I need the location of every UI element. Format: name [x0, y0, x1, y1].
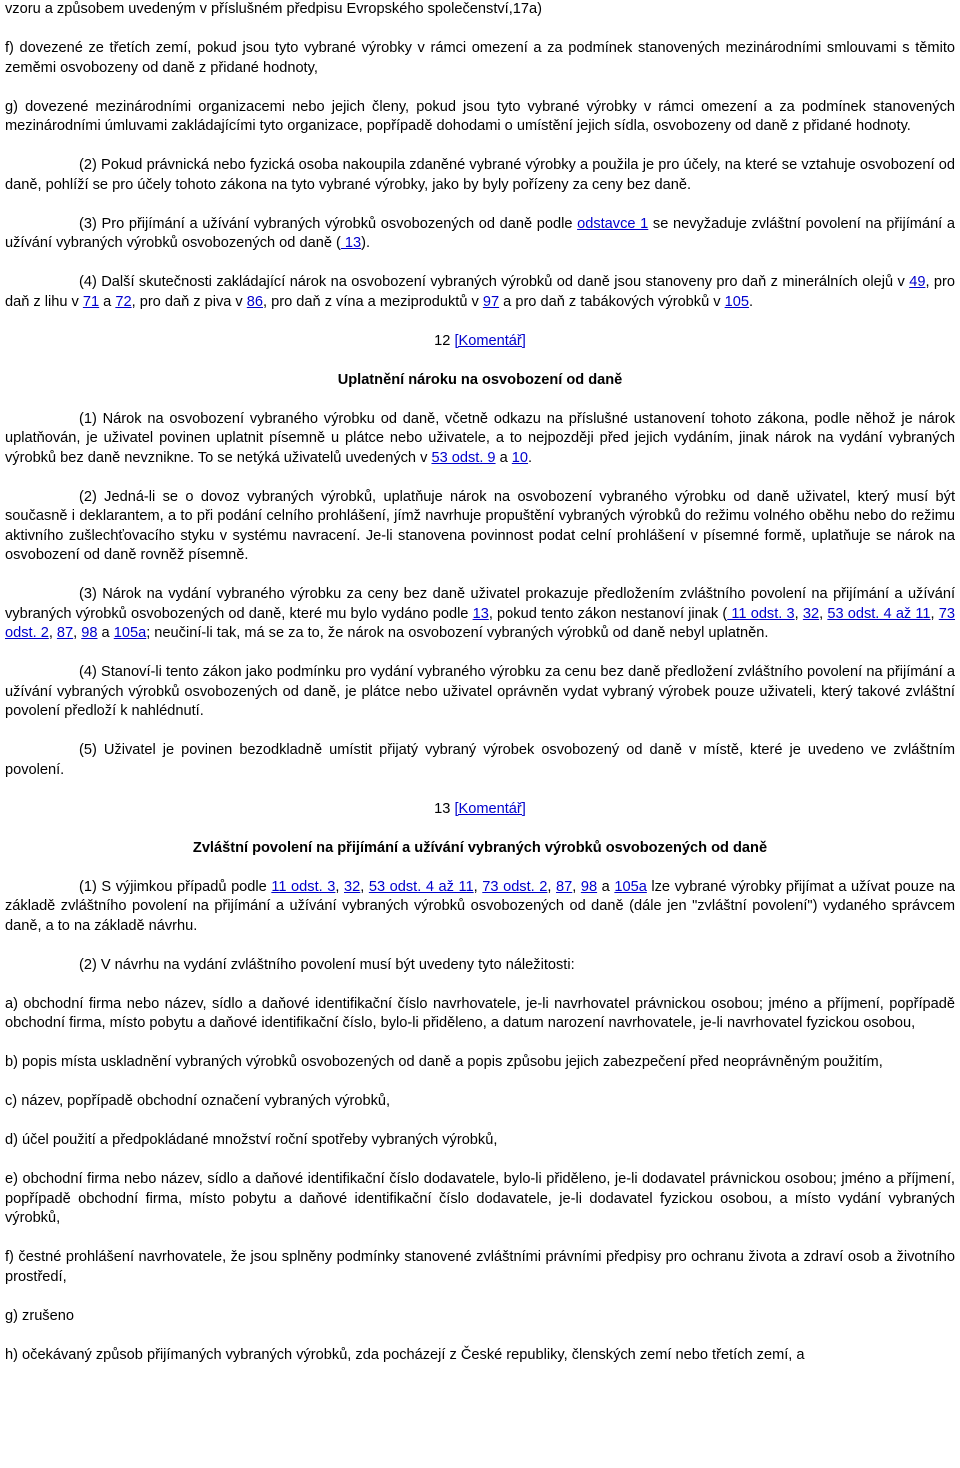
link-87[interactable]: 87: [56, 625, 74, 641]
link-section-105[interactable]: 105: [724, 293, 749, 310]
text: ,: [335, 878, 344, 895]
text: (1) S výjimkou případů podle: [79, 878, 272, 895]
link-98[interactable]: 98: [81, 625, 98, 641]
text: , pro daň z vína a meziproduktů v: [263, 293, 483, 310]
text: a: [495, 449, 512, 466]
text: se nevyžaduje zvláštní povolení na přijímání a užívání vybraných výrobků osvobozených od daně (: [5, 215, 955, 251]
link-komentar-12[interactable]: [Komentář]: [454, 332, 526, 349]
item-f: f) dovezené ze třetích zemí, pokud jsou tyto vybrané výrobky v rámci omezení a za podmínek stanovených mezinárodními smlouvami s těmito zeměmi osvobozeny od daně z přidané hodnoty,: [5, 40, 955, 76]
link-13[interactable]: 13: [472, 605, 489, 622]
section-number: 13: [434, 800, 455, 817]
paragraph-2: (2) Pokud právnická nebo fyzická osoba nakoupila zdaněné vybrané výrobky a použila je pro účely, na které se vztahuje osvobození od daně, pohlíží se pro účely tohoto zákona na tyto vybrané výrobky, jako by byly pořízeny za ceny bez daně.: [5, 157, 955, 193]
link-73-odst-2[interactable]: 73 odst. 2: [482, 878, 548, 895]
text: ,: [930, 605, 939, 622]
text: ,: [794, 605, 803, 622]
text: ,: [360, 878, 369, 895]
link-section-72[interactable]: 72: [115, 293, 132, 310]
link-98[interactable]: 98: [580, 878, 598, 895]
link-section-49[interactable]: 49: [909, 274, 926, 290]
s13-item-d: d) účel použití a předpokládané množství roční spotřeby vybraných výrobků,: [5, 1132, 498, 1148]
link-105a[interactable]: 105a: [113, 625, 147, 641]
link-10[interactable]: 10: [511, 449, 529, 466]
link-11-odst-3[interactable]: 11 odst. 3: [727, 605, 795, 622]
s13-item-b: b) popis místa uskladnění vybraných výrobků osvobozených od daně a popis způsobu jejich zabezpečení před neoprávněným použitím,: [5, 1054, 883, 1070]
text: lze vybrané výrobky přijímat a užívat pouze na základě zvláštního povolení na přijímání a užívání vybraných výrobků osvobozených od daně (dále jen "zvláštní povolení") vydaného správcem daně, a to na základě návrhu.: [5, 878, 956, 934]
text: ; neučiní-li tak, má se za to, že nárok na osvobození vybraných výrobků od daně nebyl uplatněn.: [146, 625, 769, 641]
link-section-86[interactable]: 86: [246, 293, 264, 310]
text: .: [528, 449, 533, 466]
section-12-number: [5, 332, 955, 352]
link-section-13[interactable]: 13: [340, 235, 362, 251]
s13-item-a: a) obchodní firma nebo název, sídlo a daňové identifikační číslo navrhovatele, je-li navrhovatel právnickou osobou; jméno a příjmení, popřípadě obchodní firma, místo pobytu a daňové identifikační číslo, bylo-li přiděleno, a datum narození navrhovatele, je-li navrhovatel fyzickou osobou,: [5, 995, 955, 1031]
link-section-71[interactable]: 71: [82, 293, 100, 310]
link-odstavce-1[interactable]: odstavce 1: [577, 215, 649, 232]
section-13-number: [5, 800, 955, 820]
text: ,: [48, 625, 57, 641]
s12-paragraph-2: (2) Jedná-li se o dovoz vybraných výrobků, uplatňuje nárok na osvobození vybraného výrobku od daně uživatel, který musí být současně i deklarantem, a to při podání celního prohlášení, jímž navrhuje propuštění vybraných výrobků do režimu volného oběhu nebo do režimu aktivního zušlechťovacího styku v systému navracení. Je-li stanovena povinnost podat celní prohlášení v písemné formě, uplatňuje se nárok na osvobození od daně rovněž písemně.: [5, 488, 955, 563]
text: ,: [473, 878, 483, 895]
text: (1) Nárok na osvobození vybraného výrobku od daně, včetně odkazu na příslušné ustanovení tohoto zákona, podle něhož je nárok uplatňován, je uživatel povinen uplatnit písemně u plátce nebo uživatele, a to nejpozději před jejich vydáním, jinak nárok na vydání vybraných výrobků bez daně nevznikne. To se netýká uživatelů uvedených v: [5, 410, 955, 466]
paragraph-4: [5, 273, 955, 312]
section-12-title: Uplatnění nároku na osvobození od daně: [337, 371, 623, 388]
s13-item-c: c) název, popřípadě obchodní označení vybraných výrobků,: [5, 1093, 391, 1109]
s13-item-h: h) očekávaný způsob přijímaných vybraných výrobků, zda pocházejí z České republiky, členských zemí nebo třetích zemí, a: [5, 1346, 805, 1363]
text: .: [748, 293, 754, 310]
paragraph-3: [5, 215, 955, 254]
section-number: 12: [434, 332, 455, 349]
text: (3) Nárok na vydání vybraného výrobku za ceny bez daně uživatel prokazuje předložením zvláštního povolení na přijímání a užívání vybraných výrobků osvobozených od daně, které mu bylo vydáno podle: [5, 586, 955, 622]
text: ,: [73, 625, 82, 641]
s13-paragraph-1: [5, 878, 955, 937]
link-87[interactable]: 87: [556, 878, 573, 895]
link-11-odst-3[interactable]: 11 odst. 3: [271, 878, 336, 895]
link-32[interactable]: 32: [344, 878, 361, 895]
link-53-odst-9[interactable]: 53 odst. 9: [431, 449, 496, 466]
text: a pro daň z tabákových výrobků v: [499, 293, 725, 310]
s13-paragraph-2: (2) V návrhu na vydání zvláštního povolení musí být uvedeny tyto náležitosti:: [79, 956, 575, 973]
text: ).: [361, 235, 371, 251]
s12-paragraph-1: [5, 410, 955, 469]
section-13-title: Zvláštní povolení na přijímání a užívání vybraných výrobků osvobozených od daně: [192, 839, 768, 856]
text: , pro daň z lihu v: [5, 274, 955, 310]
s12-paragraph-3: [5, 585, 955, 644]
link-53-odst-4-11[interactable]: 53 odst. 4 až 11: [827, 605, 931, 622]
text: a: [99, 293, 116, 310]
link-komentar-13[interactable]: [Komentář]: [454, 800, 526, 817]
link-53-odst-4-11[interactable]: 53 odst. 4 až 11: [368, 878, 474, 895]
text: ,: [547, 878, 557, 895]
paragraph-top: vzoru a způsobem uvedeným v příslušném předpisu Evropského společenství,17a): [5, 1, 543, 17]
s13-item-e: e) obchodní firma nebo název, sídlo a daňové identifikační číslo dodavatele, bylo-li přiděleno, je-li dodavatel právnickou osobou; jméno a příjmení, popřípadě obchodní firma, místo pobytu a daňové identifikační číslo dodavatele, je-li dodavatel fyzickou osobou, a místo vydání vybraných výrobků,: [5, 1171, 955, 1226]
text: a: [97, 625, 114, 641]
item-g: g) dovezené mezinárodními organizacemi nebo jejich členy, pokud jsou tyto vybrané výrobky v rámci omezení a za podmínek stanovených mezinárodními úmluvami zakládajícími tyto organizace, popřípadě dohodami o umístění jejich sídla, osvobozeny od daně z přidané hodnoty.: [5, 98, 955, 134]
text: a: [597, 878, 615, 895]
text: (4) Další skutečnosti zakládající nárok na osvobození vybraných výrobků od daně jsou stanoveny pro daň z minerálních olejů v: [79, 274, 910, 290]
link-105a[interactable]: 105a: [614, 878, 647, 895]
s13-item-g: g) zrušeno: [5, 1307, 74, 1324]
text: ,: [572, 878, 581, 895]
link-section-97[interactable]: 97: [482, 293, 500, 310]
text: , pokud tento zákon nestanoví jinak (: [488, 605, 728, 622]
s12-paragraph-5: (5) Uživatel je povinen bezodkladně umístit přijatý vybraný výrobek osvobozený od daně v místě, které je uvedeno ve zvláštním povolení.: [5, 742, 955, 778]
s13-item-f: f) čestné prohlášení navrhovatele, že jsou splněny podmínky stanovené zvláštními právními předpisy pro ochranu života a zdraví osob a životního prostředí,: [5, 1249, 955, 1285]
text: (3) Pro přijímání a užívání vybraných výrobků osvobozených od daně podle: [79, 215, 578, 232]
link-32[interactable]: 32: [802, 605, 820, 622]
text: ,: [819, 605, 828, 622]
link-73-odst-2[interactable]: 73 odst. 2: [5, 605, 956, 641]
s12-paragraph-4: (4) Stanoví-li tento zákon jako podmínku pro vydání vybraného výrobku za cenu bez daně předložení zvláštního povolení na přijímání a užívání vybraných výrobků osvobozených od daně, je plátce nebo uživatel oprávněn vydat vybraný výrobek pouze uživateli, který takové zvláštní povolení předloží k nahlédnutí.: [5, 664, 955, 719]
text: , pro daň z piva v: [131, 293, 247, 310]
